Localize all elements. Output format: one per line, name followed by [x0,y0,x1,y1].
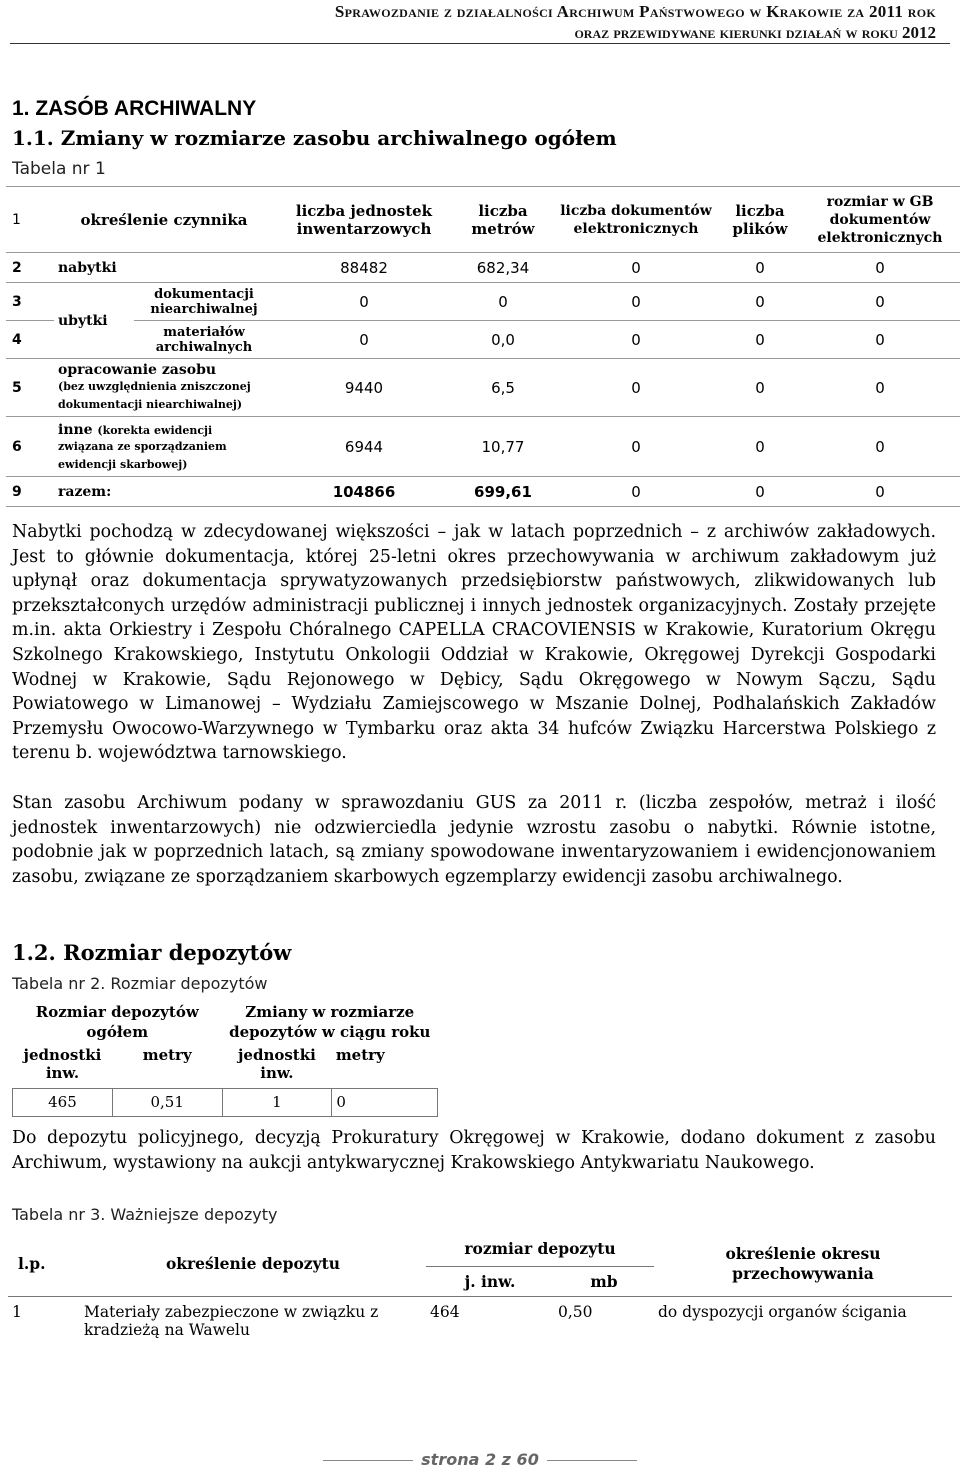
page-number: strona 2 z 60 [421,1450,539,1469]
header-divider [10,43,950,44]
col-desc: określenie depozytu [165,1254,341,1274]
table-total-row: 9 razem: 104866 699,61 0 0 0 [6,477,960,507]
table-row: 2 nabytki 88482 682,34 0 0 0 [6,253,960,283]
col-meters: liczba metrów [454,187,552,253]
page-header [335,2,936,43]
footer-rule-right [547,1460,637,1461]
col-total: Rozmiar depozytów ogółem [35,1003,199,1041]
col-edocs: liczba dokumentów elektronicznych [552,187,720,253]
table2-caption: Tabela nr 2. Rozmiar depozytów [12,974,268,993]
header-line-1: Sprawozdanie z działalności Archiwum Państwowego w Krakowie za 2011 rok [334,2,936,21]
resource-changes-table [6,186,960,507]
paragraph-acquisitions: Nabytki pochodzą w zdecydowanej większości – jak w latach poprzednich – z archiwów zakładowych. Jest to głównie dokumentacja, której 25-letni okres przechowywania w archiwum zakładowym już upłynął oraz dokumentacja sprywatyzowanych przedsiębiorstw państwowych, zlikwidowanych lub przekształconych urzędów administracji publicznej i innych jednostek organizacyjnych. Zostały przejęte m.in. akta Orkiestry i Zespołu Chóralnego CAPELLA CRACOVIENSIS w Krakowie, Kuratorium Okręgu Szkolnego Krakowskiego, Instytutu Onkologii Oddział w Krakowie, Okręgowej Dyrekcji Gospodarki Wodnej w Krakowie, Sądu Rejonowego w Dębicy, Sądu Okręgowego w Nowym Sączu, Sądu Powiatowego w Limanowej – Wydziału Zamiejscowego w Mszanie Dolnej, Podhalańskich Zakładów Przemysłu Owocowo-Warzywnego w Tymbarku oraz akta 34 hufców Związku Harcerstwa Polskiego z terenu b. województwa tarnowskiego. [12,522,936,764]
table-row: 6 inne (korekta ewidencji związana ze sporządzaniem ewidencji skarbowej) 6944 10,77 0 0 0 [6,417,960,477]
table-row: 5 opracowanie zasobu (bez uwzględnienia zniszczonej dokumentacji niearchiwalnej) 9440 6,5 0 0 0 [6,359,960,417]
col-period: określenie okresu przechowywania [725,1243,881,1283]
col-gb: rozmiar w GB dokumentów elektronicznych [800,187,960,253]
section2-title: 1.2. Rozmiar depozytów [12,940,292,965]
ubytki-label: ubytki [54,283,134,359]
col-factor: określenie czynnika [54,187,274,253]
section-title: 1. ZASÓB ARCHIWALNY [12,97,257,120]
table-row: 4 materiałów archiwalnych 0 0,0 0 0 0 [6,321,960,359]
col-files: liczba plików [720,187,800,253]
table-row: 465 0,51 1 0 [13,1088,438,1116]
col-lp: l.p. [18,1254,46,1274]
paragraph-resource-state: Stan zasobu Archiwum podany w sprawozdaniu GUS za 2011 r. (liczba zespołów, metraż i ilość jednostek inwentarzowych) nie odzwierciedla jedynie wzrostu zasobu o nabytki. Równie istotne, podobnie jak w poprzednich latach, są zmiany spowodowane inwentaryzowaniem i ewidencjonowaniem zasobu, związane ze sporządzaniem skarbowych egzemplarzy ewidencji zasobu archiwalnego. [12,793,936,887]
table1-caption: Tabela nr 1 [12,159,106,179]
col-num: 1 [6,187,54,253]
table-row: 1 Materiały zabezpieczone w związku z kradzieżą na Wawelu 464 0,50 do dyspozycji organów ścigania [8,1296,952,1344]
section-subtitle: 1.1. Zmiany w rozmiarze zasobu archiwalnego ogółem [12,126,617,150]
deposits-size-table: Rozmiar depozytów ogółem Zmiany w rozmiarze depozytów w ciągu roku jednostki inw. metry jednostki inw. metry 465 0,51 1 0 [12,1000,438,1117]
col-change: Zmiany w rozmiarze depozytów w ciągu roku [229,1003,431,1041]
footer-rule-left [323,1460,413,1461]
important-deposits-table: l.p. określenie depozytu rozmiar depozytu określenie okresu przechowywania j. inw. mb 1 Materiały zabezpieczone w związku z kradzieżą na Wawelu 464 0,50 do dyspozycji organów ścigania [8,1232,952,1344]
header-line-2: oraz przewidywane kierunki działań w roku 2012 [574,23,936,42]
table3-caption: Tabela nr 3. Ważniejsze depozyty [12,1205,278,1224]
table-header-row [6,187,960,253]
col-size: rozmiar depozytu [426,1232,654,1266]
table-row: 3 ubytki dokumentacji niearchiwalnej 0 0 0 0 0 [6,283,960,321]
paragraph-police-deposit: Do depozytu policyjnego, decyzją Prokuratury Okręgowej w Krakowie, dodano dokument z zasobu Archiwum, wystawiony na aukcji antykwarycznej Krakowskiego Antykwariatu Naukowego. [12,1128,936,1173]
page-footer [0,1450,960,1469]
col-units: liczba jednostek inwentarzowych [274,187,454,253]
